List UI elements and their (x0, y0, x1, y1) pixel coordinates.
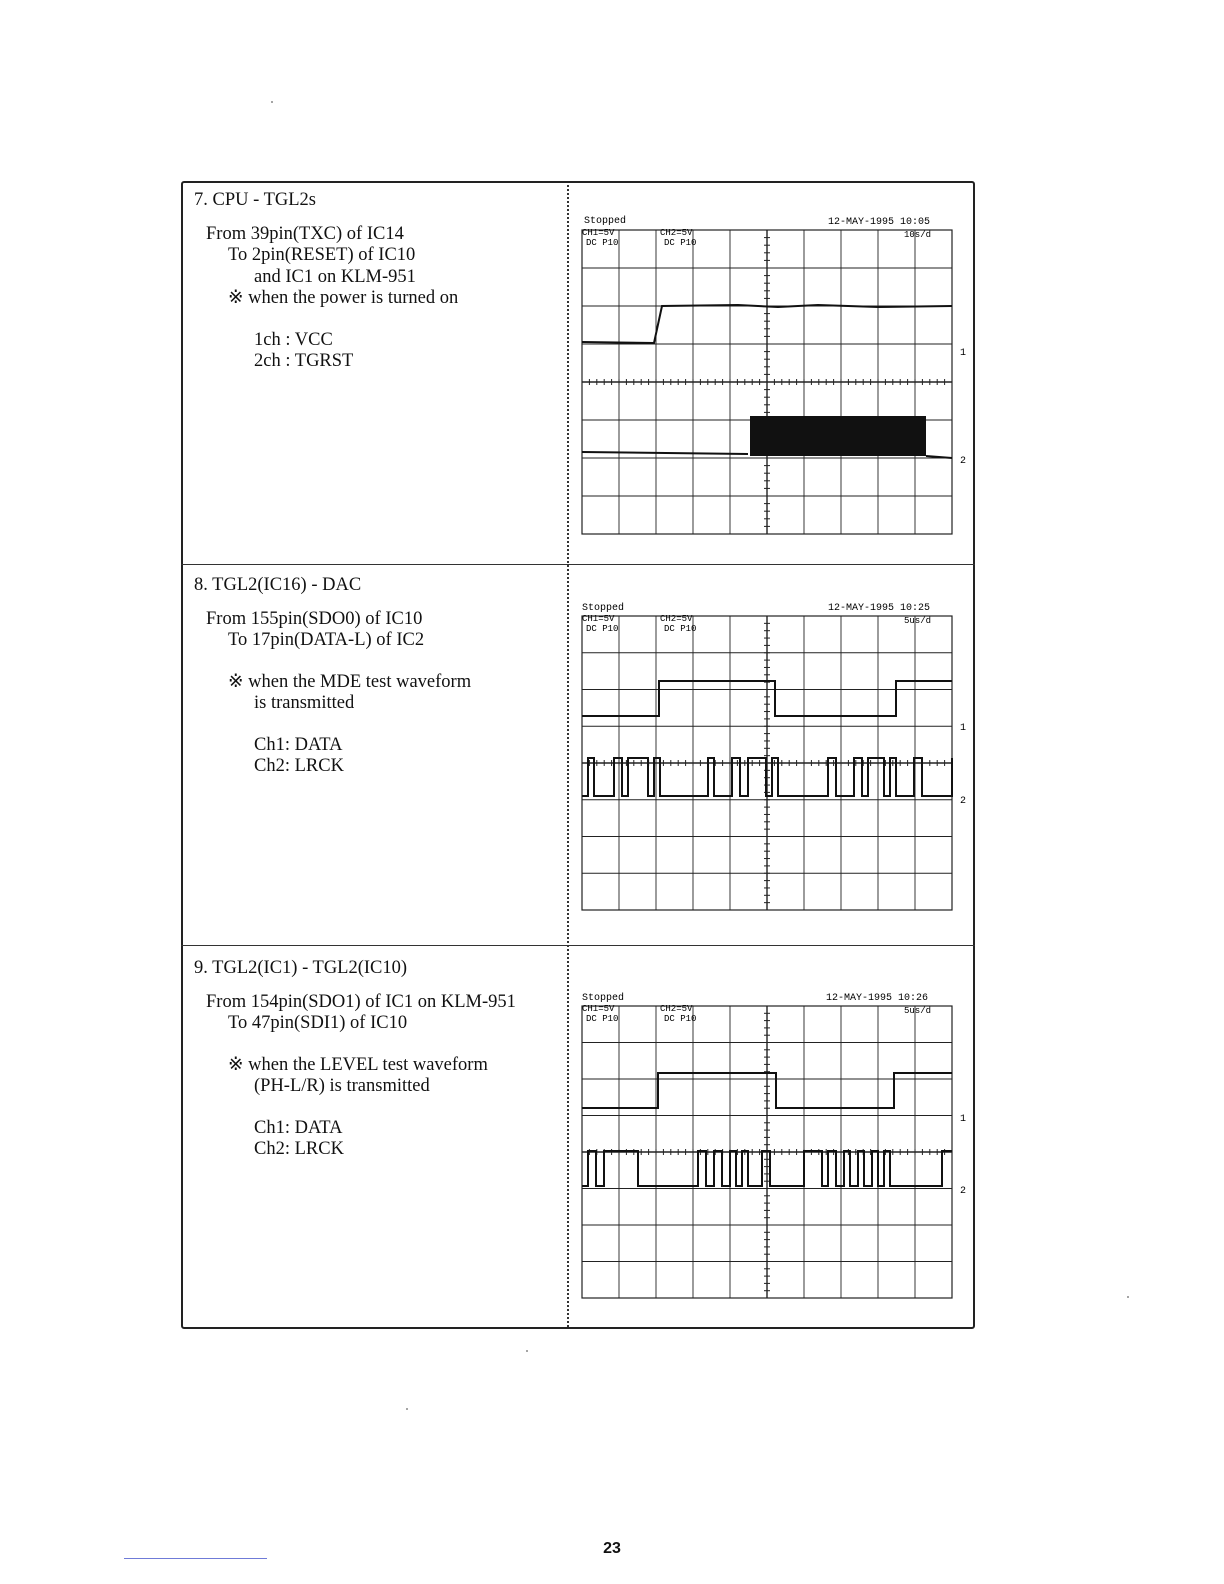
scope-ch1-setting: CH1=5V (582, 228, 615, 238)
scope-timebase: 5us/d (904, 1006, 932, 1016)
section-title: 7. CPU - TGL2s (194, 190, 316, 210)
channel-1-label: 1ch : VCC (254, 329, 333, 350)
section-9-text (194, 958, 562, 1161)
scope-timebase: 10s/d (904, 230, 932, 240)
column-divider (567, 185, 569, 1327)
scope-ch2-coupling: DC P10 (664, 624, 697, 634)
channel-1-marker: 1 (960, 723, 967, 734)
footer-rule (124, 1558, 267, 1559)
channel-2-label: 2ch : TGRST (254, 351, 354, 371)
to-line: To 47pin(SDI1) of IC10 (228, 1013, 408, 1033)
scope-grid (582, 230, 952, 534)
section-7-text (194, 190, 562, 373)
scope-ch1-setting: CH1=5V (582, 614, 615, 624)
from-line: From 155pin(SDO0) of IC10 (206, 608, 423, 629)
scope-ch2-setting: CH2=5V (660, 1004, 693, 1014)
scope-ch1-coupling: DC P10 (586, 624, 619, 634)
note-line: ※ when the power is turned on (228, 288, 459, 308)
note-line: ※ when the LEVEL test waveform (228, 1054, 488, 1075)
scope-ch2-coupling: DC P10 (664, 238, 697, 248)
row-divider (181, 564, 975, 565)
channel-1-marker: 1 (960, 348, 967, 359)
oscilloscope-capture-9 (578, 988, 970, 1306)
channel-2-label: Ch2: LRCK (254, 756, 344, 776)
speck (526, 1350, 528, 1352)
scope-status: Stopped (584, 216, 627, 227)
scope-ch1-setting: CH1=5V (582, 1004, 615, 1014)
channel-2-marker: 2 (960, 796, 967, 807)
from-line: From 39pin(TXC) of IC14 (206, 223, 404, 244)
channel-2-burst (750, 416, 926, 456)
scope-status: Stopped (582, 603, 625, 614)
note-line-2: (PH-L/R) is transmitted (254, 1076, 430, 1096)
scope-datetime: 12-MAY-1995 10:05 (828, 217, 931, 228)
channel-2-trace (582, 758, 952, 796)
channel-1-label: Ch1: DATA (254, 734, 343, 755)
channel-2-marker: 2 (960, 456, 967, 467)
scope-ch1-coupling: DC P10 (586, 238, 619, 248)
scope-status: Stopped (582, 993, 625, 1004)
speck (271, 101, 273, 103)
to-line: To 2pin(RESET) of IC10 (228, 245, 416, 265)
speck (406, 1408, 408, 1410)
scope-datetime: 12-MAY-1995 10:26 (826, 993, 929, 1004)
note-line-2: is transmitted (254, 693, 355, 713)
channel-1-marker: 1 (960, 1114, 967, 1125)
from-line: From 154pin(SDO1) of IC1 on KLM-951 (206, 991, 516, 1012)
channel-1-label: Ch1: DATA (254, 1117, 343, 1138)
scope-ch2-setting: CH2=5V (660, 228, 693, 238)
speck (1127, 1296, 1129, 1298)
section-title: 8. TGL2(IC16) - DAC (194, 575, 362, 595)
oscilloscope-capture-7 (578, 212, 970, 542)
section-title: 9. TGL2(IC1) - TGL2(IC10) (194, 958, 408, 978)
to-line: To 17pin(DATA-L) of IC2 (228, 630, 425, 650)
channel-2-label: Ch2: LRCK (254, 1139, 344, 1159)
page-number: 23 (603, 1540, 621, 1557)
row-divider (181, 945, 975, 946)
to-line-2: and IC1 on KLM-951 (254, 266, 416, 287)
oscilloscope-capture-8 (578, 598, 970, 918)
scope-timebase: 5us/d (904, 616, 932, 626)
channel-2-marker: 2 (960, 1186, 967, 1197)
section-8-text (194, 575, 562, 778)
scope-datetime: 12-MAY-1995 10:25 (828, 603, 931, 614)
note-line: ※ when the MDE test waveform (228, 671, 472, 692)
scope-ch2-setting: CH2=5V (660, 614, 693, 624)
channel-2-trace (582, 452, 748, 454)
scope-ch1-coupling: DC P10 (586, 1014, 619, 1024)
scope-ch2-coupling: DC P10 (664, 1014, 697, 1024)
